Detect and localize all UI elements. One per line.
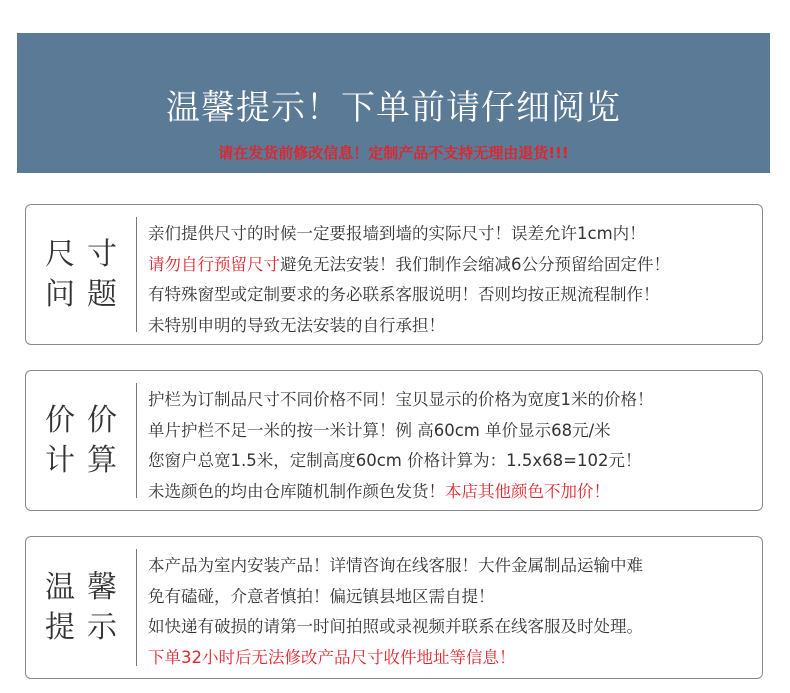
notice-line	[148, 250, 762, 281]
divider	[136, 217, 137, 332]
heading-line: 问题	[45, 276, 129, 312]
notice-line: 未特别申明的导致无法安装的自行承担！	[148, 315, 445, 335]
price-notice-heading	[26, 371, 136, 510]
notice-line: 单片护栏不足一米的按一米计算！例 高60cm 单价显示68元/米	[148, 420, 611, 440]
notice-line: 您窗户总宽1.5米，定制高度60cm 价格计算为：1.5x68=102元！	[148, 451, 642, 470]
notice-banner	[17, 33, 770, 173]
divider	[136, 383, 137, 498]
banner-subtitle: 请在发货前修改信息！定制产品不支持无理由退货!!!	[218, 144, 569, 162]
price-notice-text	[148, 385, 762, 507]
heading-line: 尺寸	[45, 236, 129, 272]
reminder-notice-text	[148, 551, 762, 673]
banner-title: 温馨提示！下单前请仔细阅览	[166, 88, 621, 128]
notice-text: 避免无法安装！我们制作会缩减6公分预留给固定件！	[280, 254, 670, 274]
reminder-notice-box	[25, 536, 763, 679]
notice-line	[148, 477, 762, 508]
notice-line: 有特殊窗型或定制要求的务必联系客服说明！否则均按正规流程制作！	[148, 285, 660, 304]
warning-line: 下单32小时后无法修改产品尺寸收件地址等信息！	[148, 647, 516, 667]
divider	[136, 549, 137, 666]
heading-line: 提示	[45, 609, 129, 645]
reminder-notice-heading	[26, 537, 136, 678]
warning-text: 本店其他颜色不加价！	[445, 481, 610, 501]
price-notice-box	[25, 370, 763, 511]
notice-line: 护栏为订制品尺寸不同价格不同！宝贝显示的价格为宽度1米的价格！	[148, 390, 654, 409]
notice-line: 免有磕碰，介意者慎拍！偏远镇县地区需自提！	[148, 586, 495, 606]
notice-text: 未选颜色的均由仓库随机制作颜色发货！	[148, 481, 445, 501]
heading-line: 计算	[45, 442, 129, 478]
warning-text: 请勿自行预留尺寸	[148, 254, 280, 274]
notice-line: 本产品为室内安装产品！详情咨询在线客服！大件金属制品运输中难	[148, 556, 643, 575]
heading-line: 温馨	[45, 569, 129, 605]
size-notice-text	[148, 219, 762, 341]
heading-line: 价价	[45, 402, 129, 438]
size-notice-heading	[26, 205, 136, 344]
notice-line: 亲们提供尺寸的时候一定要报墙到墙的实际尺寸！误差允许1cm内！	[148, 224, 646, 243]
size-notice-box	[25, 204, 763, 345]
notice-line: 如快递有破损的请第一时间拍照或录视频并联系在线客服及时处理。	[148, 617, 643, 636]
